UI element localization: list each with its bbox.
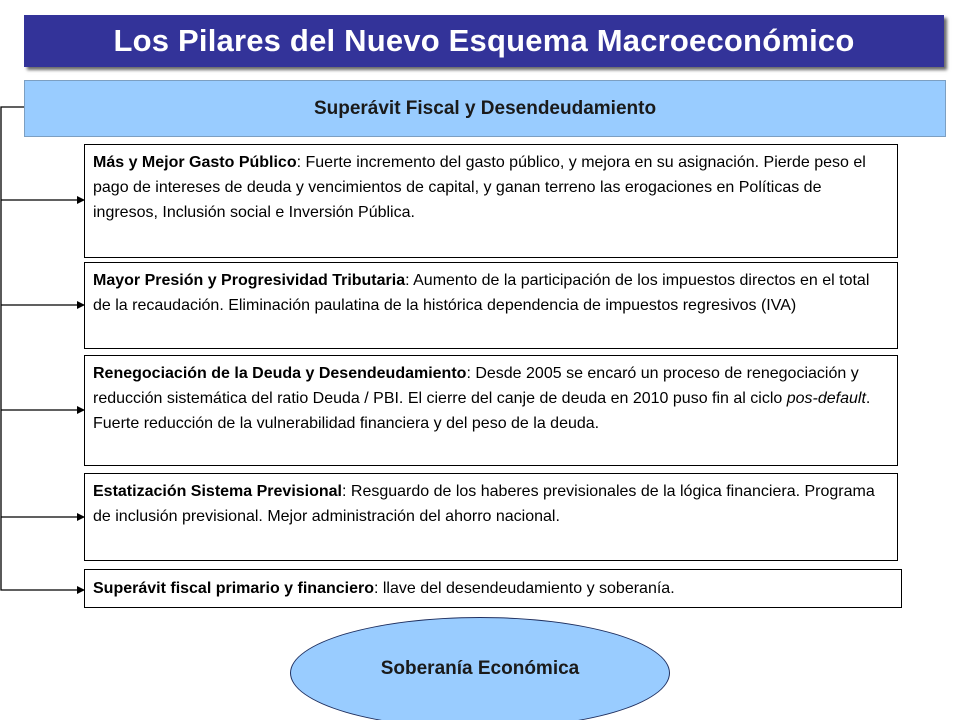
page-title: Los Pilares del Nuevo Esquema Macroeconómico bbox=[113, 23, 855, 58]
pillar-title: Renegociación de la Deuda y Desendeudamiento bbox=[93, 365, 467, 382]
connector-trunk bbox=[1, 107, 84, 590]
pillar-description: : Fuerte incremento del gasto público, y mejora en su asignación. Pierde peso el pago de intereses de deuda y vencimientos de capital, y ganan terreno las erogaciones en Políticas de ingresos, Inclusión social e Inversión Pública. bbox=[93, 154, 866, 221]
pillar-description: : llave del desendeudamiento y soberanía. bbox=[373, 580, 675, 597]
header-box bbox=[24, 80, 946, 137]
pillar-superavit-fiscal bbox=[84, 569, 902, 608]
header-label: Superávit Fiscal y Desendeudamiento bbox=[313, 97, 657, 119]
title-bar bbox=[24, 15, 944, 67]
pillar-description-end: . Fuerte reducción de la vulnerabilidad financiera y del peso de la deuda. bbox=[93, 390, 871, 432]
pillar-title: Estatización Sistema Previsional bbox=[93, 483, 342, 500]
pillar-description: : Resguardo de los haberes previsionales de la lógica financiera. Programa de inclusión previsional. Mejor administración del ahorro nacional. bbox=[93, 483, 875, 525]
pillar-gasto-publico bbox=[84, 144, 898, 258]
pillar-description: : Desde 2005 se encaró un proceso de renegociación y reducción sistemática del ratio Deuda / PBI. El cierre del canje de deuda en 2010 puso fin al ciclo bbox=[93, 365, 859, 407]
pillar-renegociacion-deuda bbox=[84, 355, 898, 466]
pillar-sistema-previsional bbox=[84, 473, 898, 561]
result-label: Soberanía Económica bbox=[380, 658, 580, 679]
pillar-description: : Aumento de la participación de los impuestos directos en el total de la recaudación. Eliminación paulatina de la histórica dependencia de impuestos regresivos (IVA) bbox=[93, 272, 870, 314]
result-ellipse bbox=[290, 617, 670, 720]
pillar-presion-tributaria bbox=[84, 262, 898, 349]
pillar-title: Mayor Presión y Progresividad Tributaria bbox=[93, 272, 406, 289]
pillar-title: Superávit fiscal primario y financiero bbox=[93, 580, 374, 597]
pillar-italic-term: pos-default bbox=[786, 390, 866, 407]
pillar-title: Más y Mejor Gasto Público bbox=[93, 154, 297, 171]
